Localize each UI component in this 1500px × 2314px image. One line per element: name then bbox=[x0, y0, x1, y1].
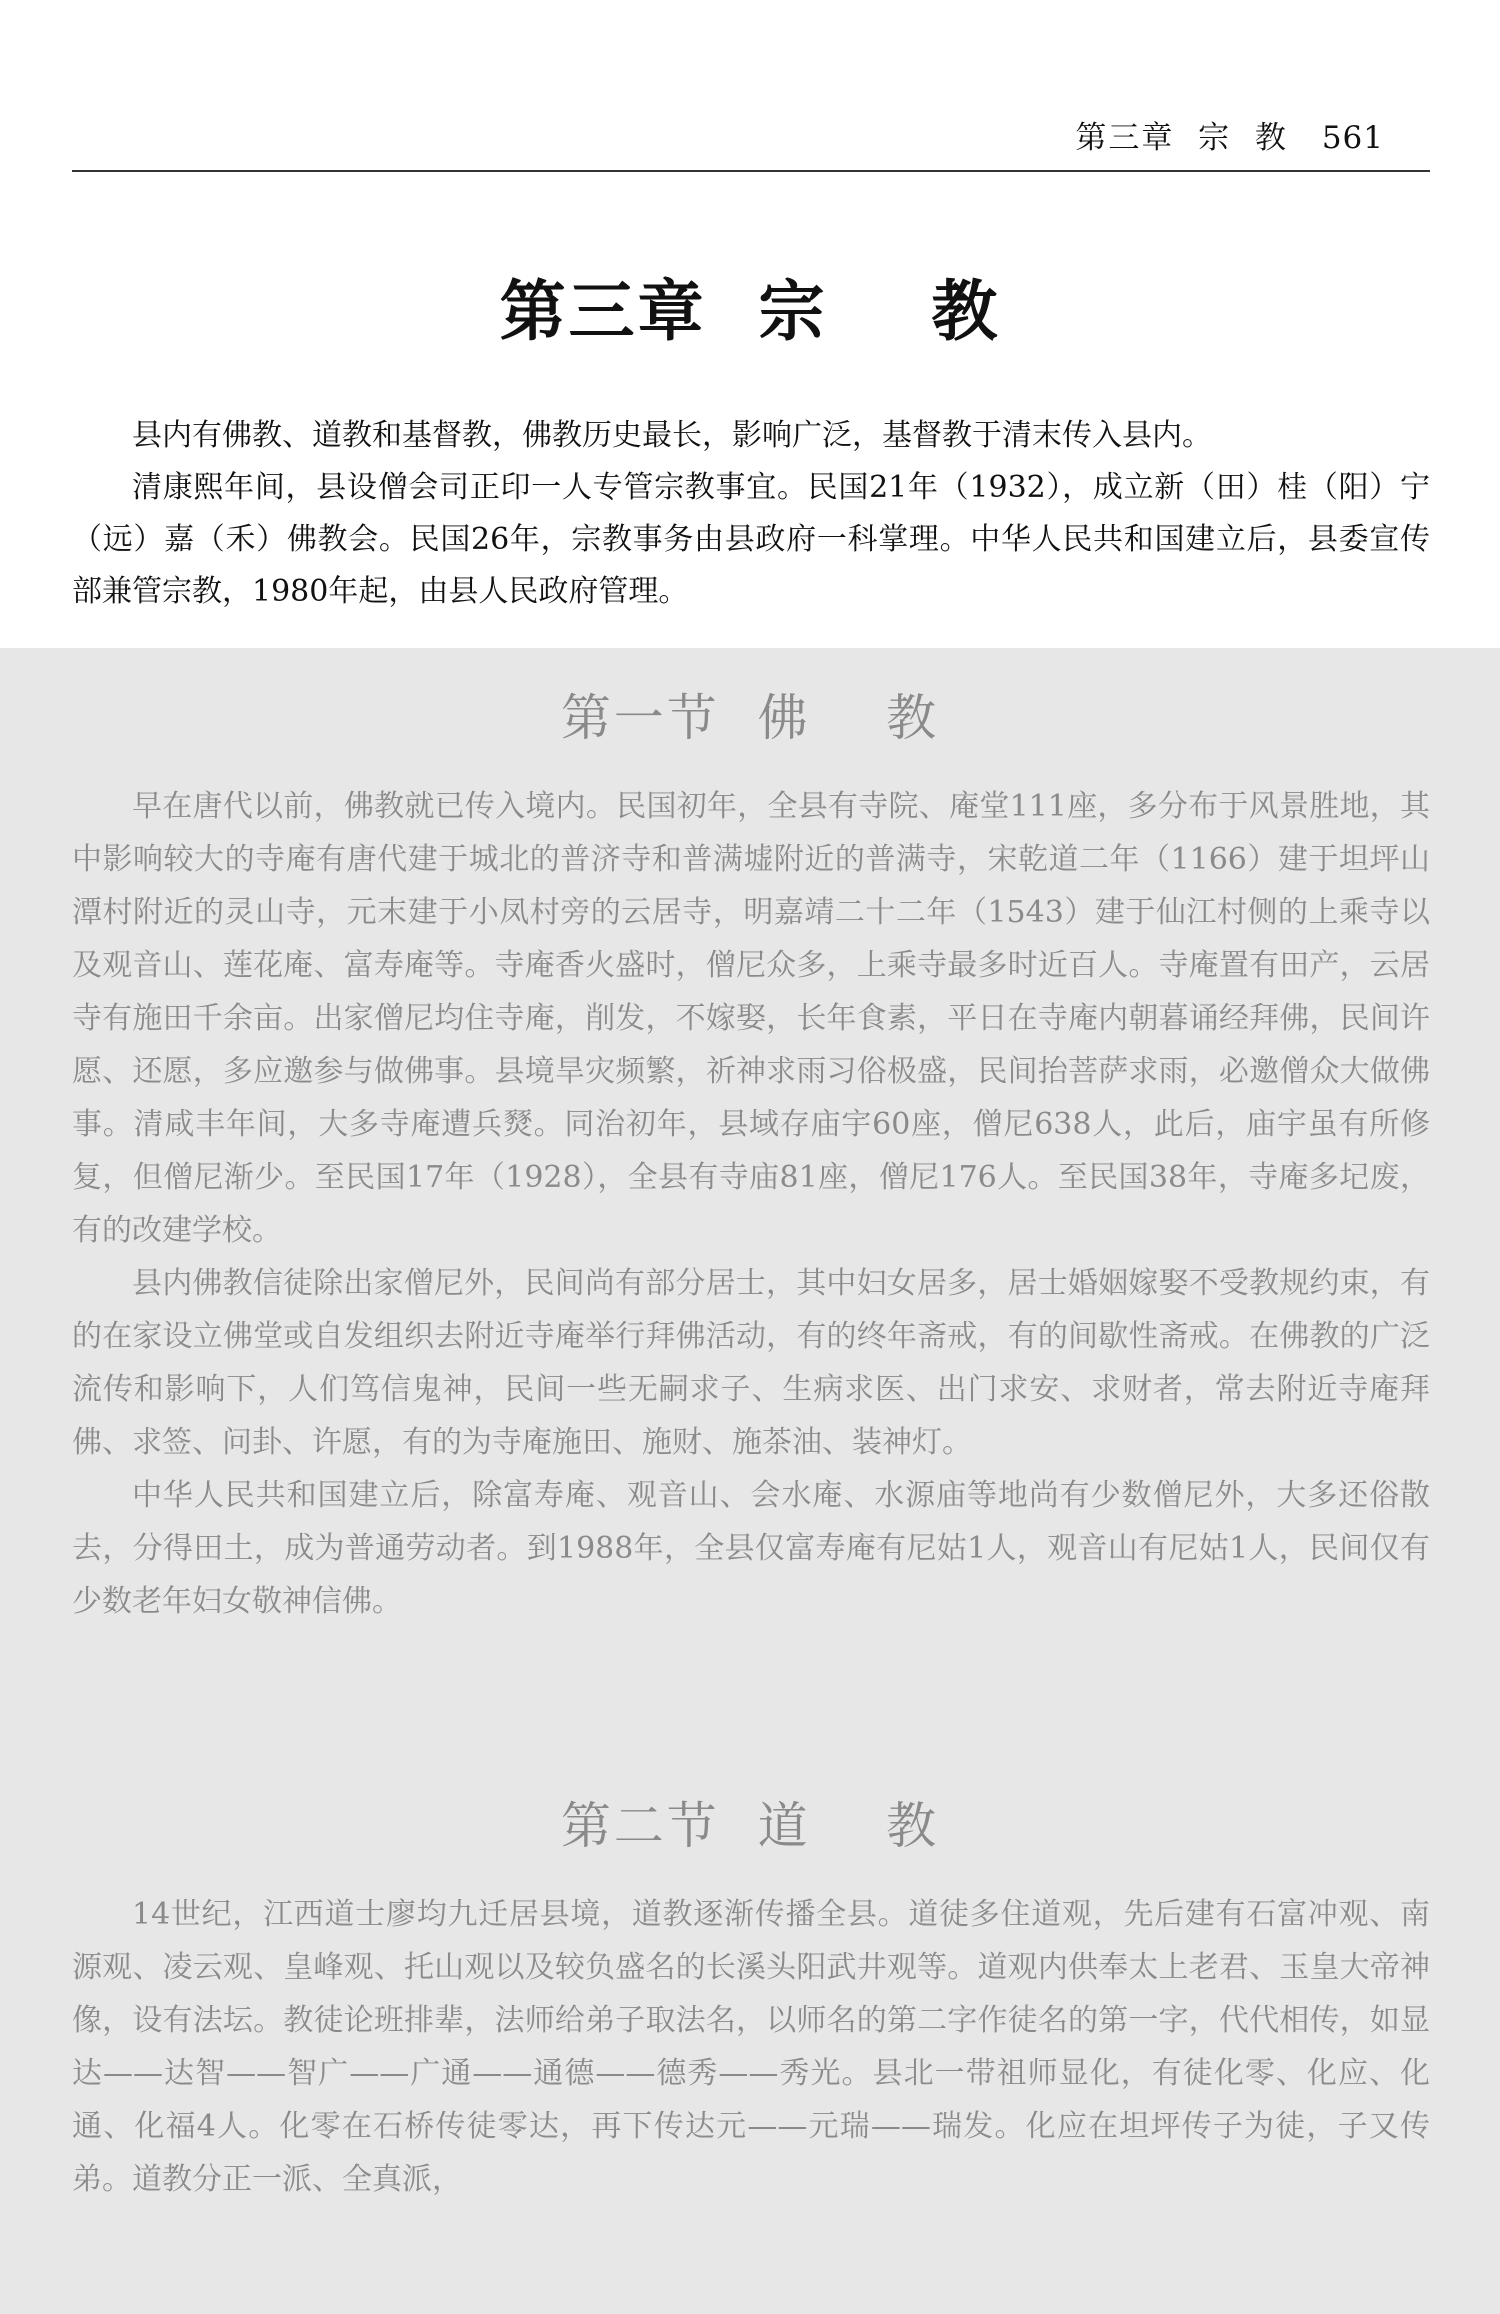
chapter-intro bbox=[72, 410, 1430, 618]
taoism-paragraph-1: 14世纪，江西道士廖均九迁居县境，道教逐渐传播全县。道徒多住道观，先后建有石富冲观、南源观、凌云观、皇峰观、托山观以及较负盛名的长溪头阳武井观等。道观内供奉太上老君、玉皇大帝神像，设有法坛。教徒论班排辈，法师给弟子取法名，以师名的第二字作徒名的第一字，代代相传，如显达——达智——智广——广通——通德——德秀——秀光。县北一带祖师显化，有徒化零、化应、化通、化福4人。化零在石桥传徒零达，再下传达元——元瑞——瑞发。化应在坦坪传子为徒，子又传弟。道教分正一派、全真派， bbox=[72, 1897, 1430, 2197]
buddhism-paragraph-3: 中华人民共和国建立后，除富寿庵、观音山、会水庵、水源庙等地尚有少数僧尼外，大多还俗散去，分得田土，成为普通劳动者。到1988年，全县仅富寿庵有尼姑1人，观音山有尼姑1人，民间仅有少数老年妇女敬神信佛。 bbox=[72, 1478, 1430, 1619]
buddhism-paragraph-2: 县内佛教信徒除出家僧尼外，民间尚有部分居士，其中妇女居多，居士婚姻嫁娶不受教规约束，有的在家设立佛堂或自发组织去附近寺庵举行拜佛活动，有的终年斋戒，有的间歇性斋戒。在佛教的广泛流传和影响下，人们笃信鬼神，民间一些无嗣求子、生病求医、出门求安、求财者，常去附近寺庵拜佛、求签、问卦、许愿，有的为寺庵施田、施财、施茶油、装神灯。 bbox=[72, 1266, 1430, 1460]
page-number: 561 bbox=[1321, 120, 1384, 156]
chapter-title: 第三章 宗 教 bbox=[499, 273, 1001, 350]
shaded-region bbox=[0, 648, 1500, 2314]
section-body-taoism bbox=[72, 1888, 1430, 2206]
intro-paragraph-2: 清康熙年间，县设僧会司正印一人专管宗教事宜。民国21年（1932），成立新（田）桂（阳）宁（远）嘉（禾）佛教会。民国26年，宗教事务由县政府一科掌理。中华人民共和国建立后，县委宣传部兼管宗教，1980年起，由县人民政府管理。 bbox=[72, 470, 1430, 609]
section-title-taoism: 第二节 道 教 bbox=[560, 1797, 940, 1855]
running-head-text bbox=[1075, 112, 1384, 157]
running-head bbox=[72, 110, 1430, 172]
intro-paragraph-1: 县内有佛教、道教和基督教，佛教历史最长，影响广泛，基督教于清末传入县内。 bbox=[132, 418, 1212, 453]
section-title-buddhism: 第一节 佛 教 bbox=[560, 689, 940, 747]
buddhism-paragraph-1: 早在唐代以前，佛教就已传入境内。民国初年，全县有寺院、庵堂111座，多分布于风景胜地，其中影响较大的寺庵有唐代建于城北的普济寺和普满墟附近的普满寺，宋乾道二年（1166）建于坦坪山潭村附近的灵山寺，元末建于小凤村旁的云居寺，明嘉靖二十二年（1543）建于仙江村侧的上乘寺以及观音山、莲花庵、富寿庵等。寺庵香火盛时，僧尼众多，上乘寺最多时近百人。寺庵置有田产，云居寺有施田千余亩。出家僧尼均住寺庵，削发，不嫁娶，长年食素，平日在寺庵内朝暮诵经拜佛，民间许愿、还愿，多应邀参与做佛事。县境旱灾频繁，祈神求雨习俗极盛，民间抬菩萨求雨，必邀僧众大做佛事。清咸丰年间，大多寺庵遭兵燹。同治初年，县域存庙宇60座，僧尼638人，此后，庙宇虽有所修复，但僧尼渐少。至民国17年（1928），全县有寺庙81座，僧尼176人。至民国38年，寺庵多圮废，有的改建学校。 bbox=[72, 789, 1430, 1248]
running-title: 第三章 宗 教 bbox=[1075, 120, 1288, 156]
section-body-buddhism bbox=[72, 780, 1430, 1628]
